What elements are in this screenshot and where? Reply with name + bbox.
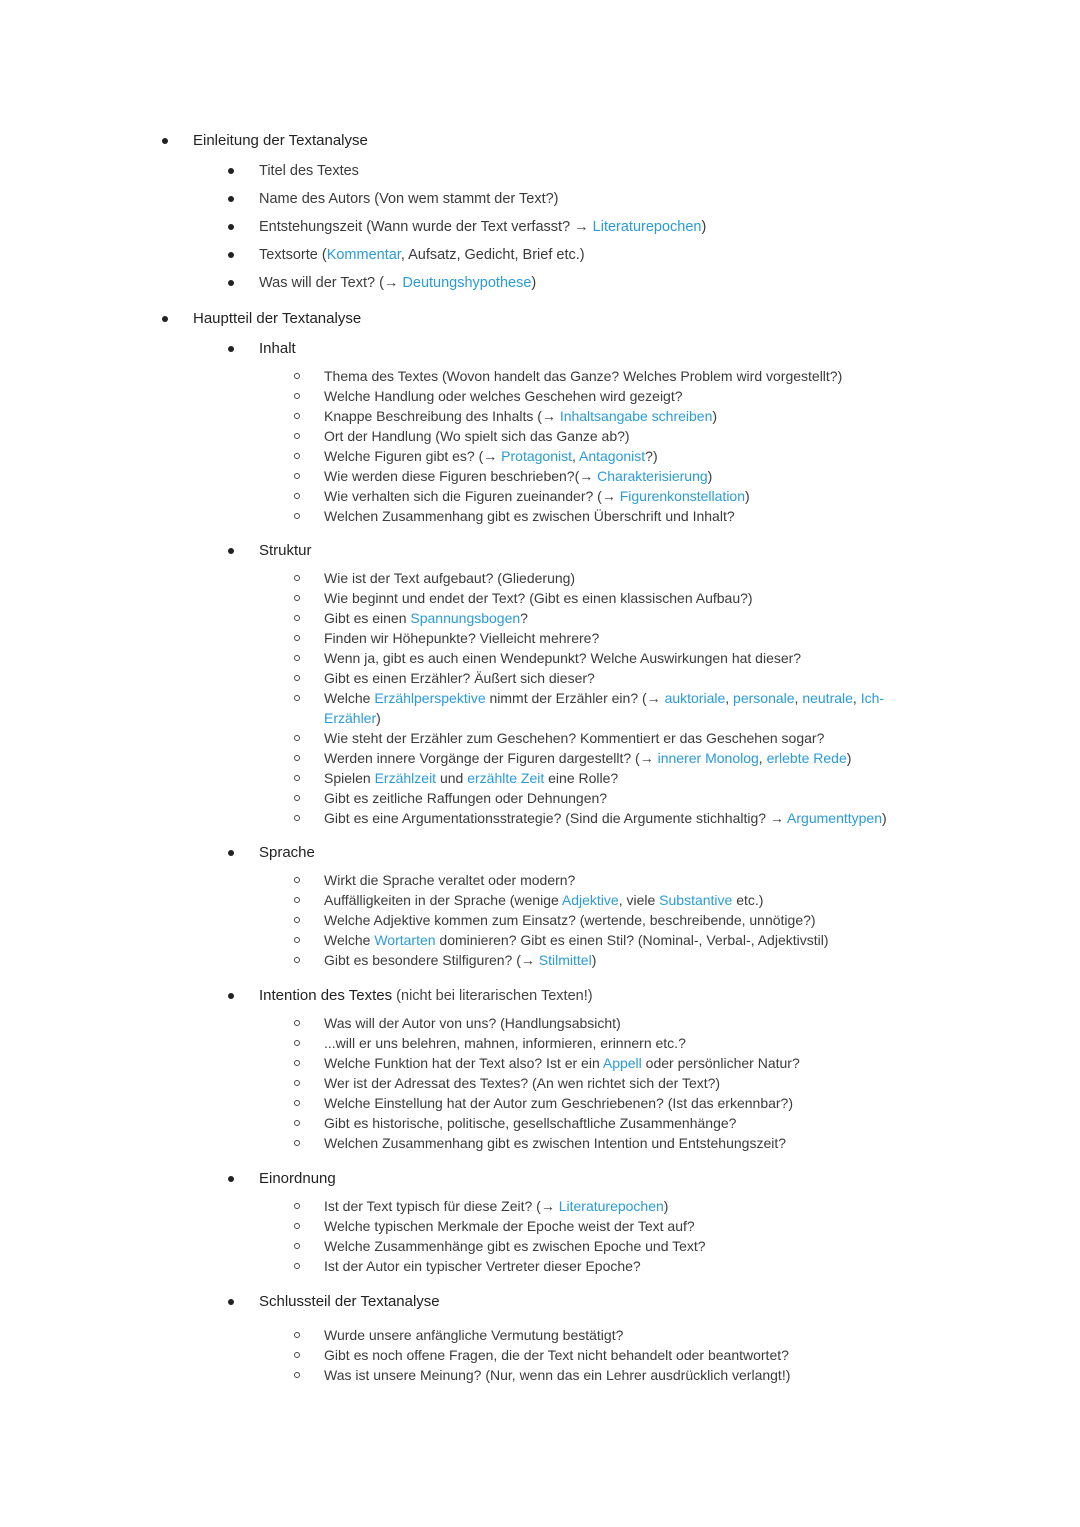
section-title-einleitung: Einleitung der Textanalyse — [193, 132, 368, 149]
text-run: ) — [707, 468, 713, 484]
text-run: ) — [712, 408, 718, 424]
list-item — [324, 768, 618, 788]
text-run: , viele — [618, 892, 660, 908]
text-run: ?) — [645, 448, 658, 464]
text-run: Welche — [324, 690, 375, 706]
list-item — [259, 245, 585, 265]
list-item — [324, 1325, 623, 1345]
text-run: Wie verhalten sich die Figuren zueinander? (→ — [324, 488, 620, 504]
text-run: Was will der Autor von uns? (Handlungsabsicht) — [324, 1015, 621, 1031]
text-link[interactable]: erzählte Zeit — [467, 770, 545, 786]
text-run: Welche Adjektive kommen zum Einsatz? (wertende, beschreibende, unnötige?) — [324, 912, 816, 928]
text-link[interactable]: Substantive — [659, 892, 733, 908]
list-item — [259, 161, 359, 181]
circle-bullet-icon — [294, 595, 300, 601]
subsection-title — [259, 986, 593, 1006]
bullet-icon — [162, 138, 168, 144]
text-link[interactable]: Inhaltsangabe schreiben — [559, 408, 713, 424]
text-link[interactable]: Kommentar — [326, 247, 401, 263]
list-item — [324, 386, 683, 406]
text-run: Ort der Handlung (Wo spielt sich das Ganze ab?) — [324, 428, 630, 444]
bullet-icon — [228, 1176, 234, 1182]
list-item — [259, 217, 706, 237]
subsection-title — [259, 1169, 336, 1189]
text-link[interactable]: Antagonist — [579, 448, 646, 464]
text-run: Gibt es einen — [324, 610, 411, 626]
circle-bullet-icon — [294, 655, 300, 661]
bullet-icon — [228, 280, 234, 286]
text-run: , — [758, 750, 767, 766]
text-run: Ist der Autor ein typischer Vertreter dieser Epoche? — [324, 1258, 641, 1274]
text-run: ) — [846, 750, 852, 766]
circle-bullet-icon — [294, 1100, 300, 1106]
circle-bullet-icon — [294, 735, 300, 741]
subsection-title — [259, 843, 315, 863]
text-link[interactable]: Adjektive — [561, 892, 619, 908]
circle-bullet-icon — [294, 393, 300, 399]
text-run: Werden innere Vorgänge der Figuren dargestellt? (→ — [324, 750, 658, 766]
text-link[interactable]: Spannungsbogen — [410, 610, 521, 626]
text-run: , — [725, 690, 734, 706]
text-link[interactable]: Figurenkonstellation — [619, 488, 745, 504]
text-run: ) — [531, 275, 537, 291]
list-item — [324, 588, 753, 608]
circle-bullet-icon — [294, 1203, 300, 1209]
text-run: Gibt es zeitliche Raffungen oder Dehnungen? — [324, 790, 608, 806]
circle-bullet-icon — [294, 1332, 300, 1338]
text-run: ) — [591, 952, 597, 968]
list-item — [324, 1053, 800, 1073]
circle-bullet-icon — [294, 1372, 300, 1378]
text-run: , — [852, 690, 861, 706]
list-item — [324, 1093, 793, 1113]
circle-bullet-icon — [294, 877, 300, 883]
list-item — [324, 930, 829, 950]
list-item — [324, 728, 824, 748]
list-item — [324, 788, 607, 808]
list-item — [324, 910, 816, 930]
list-item — [324, 1216, 695, 1236]
text-run: Auffälligkeiten in der Sprache (wenige — [324, 892, 562, 908]
circle-bullet-icon — [294, 775, 300, 781]
subsection-title-text: Sprache — [259, 844, 315, 861]
circle-bullet-icon — [294, 675, 300, 681]
subsection-title — [259, 339, 296, 359]
list-item — [324, 1365, 790, 1385]
list-item — [324, 950, 596, 970]
list-item — [324, 1113, 736, 1133]
circle-bullet-icon — [294, 493, 300, 499]
subsection-note: (nicht bei literarischen Texten!) — [392, 988, 593, 1004]
list-item — [324, 1196, 668, 1216]
text-link[interactable]: neutrale — [802, 690, 853, 706]
text-run: Wirkt die Sprache veraltet oder modern? — [324, 872, 576, 888]
circle-bullet-icon — [294, 957, 300, 963]
text-link[interactable]: Literaturepochen — [592, 219, 702, 235]
text-run: ) — [882, 810, 887, 826]
text-run: ...will er uns belehren, mahnen, informieren, erinnern etc.? — [324, 1035, 686, 1051]
text-run: Gibt es historische, politische, gesellschaftliche Zusammenhänge? — [324, 1115, 737, 1131]
circle-bullet-icon — [294, 815, 300, 821]
subsection-title-text: Schlussteil der Textanalyse — [259, 1293, 440, 1310]
subsection-title-text: Struktur — [259, 542, 312, 559]
subsection-title-text: Intention des Textes — [259, 987, 393, 1004]
text-link[interactable]: Charakterisierung — [597, 468, 708, 484]
text-link[interactable]: Erzählperspektive — [374, 690, 486, 706]
text-run: Welche Figuren gibt es? (→ — [324, 448, 502, 464]
circle-bullet-icon — [294, 453, 300, 459]
text-link[interactable]: Erzählzeit — [374, 770, 437, 786]
text-run: Wie steht der Erzähler zum Geschehen? Kommentiert er das Geschehen sogar? — [324, 730, 825, 746]
list-item — [324, 628, 599, 648]
text-run: Welche Funktion hat der Text also? Ist er ein — [324, 1055, 603, 1071]
text-link[interactable]: Ich- — [860, 690, 885, 706]
text-run: Textsorte ( — [259, 247, 327, 263]
circle-bullet-icon — [294, 433, 300, 439]
circle-bullet-icon — [294, 615, 300, 621]
text-link[interactable]: Erzähler — [324, 710, 377, 726]
circle-bullet-icon — [294, 897, 300, 903]
bullet-icon — [228, 993, 234, 999]
circle-bullet-icon — [294, 795, 300, 801]
text-link[interactable]: Stilmittel — [538, 952, 592, 968]
bullet-icon — [228, 850, 234, 856]
text-run: Knappe Beschreibung des Inhalts (→ — [324, 408, 560, 424]
text-run: ? — [520, 610, 528, 626]
text-run: , — [571, 448, 579, 464]
circle-bullet-icon — [294, 513, 300, 519]
text-run: Wenn ja, gibt es auch einen Wendepunkt? Welche Auswirkungen hat dieser? — [324, 650, 802, 666]
list-item — [324, 1073, 720, 1093]
text-run: Welchen Zusammenhang gibt es zwischen Überschrift und Inhalt? — [324, 508, 735, 524]
list-item — [259, 189, 559, 209]
bullet-icon — [228, 168, 234, 174]
text-run: ) — [663, 1198, 669, 1214]
text-run: ) — [376, 710, 381, 726]
text-run: etc.) — [732, 892, 764, 908]
list-item — [324, 1236, 706, 1256]
list-item — [324, 568, 575, 588]
text-run: Wurde unsere anfängliche Vermutung bestätigt? — [324, 1327, 624, 1343]
section-title-hauptteil: Hauptteil der Textanalyse — [193, 310, 362, 327]
circle-bullet-icon — [294, 1352, 300, 1358]
text-run: Wer ist der Adressat des Textes? (An wen richtet sich der Text?) — [324, 1075, 721, 1091]
text-run: Thema des Textes (Wovon handelt das Ganze? Welches Problem wird vorgestellt?) — [324, 368, 843, 384]
list-item — [324, 1345, 789, 1365]
text-run: Gibt es eine Argumentationsstrategie? (Sind die Argumente stichhaltig? → — [324, 810, 788, 826]
text-link[interactable]: Wortarten — [374, 932, 436, 948]
text-link[interactable]: auktoriale — [664, 690, 726, 706]
text-run: dominieren? Gibt es einen Stil? (Nominal-, Verbal-, Adjektivstil) — [435, 932, 829, 948]
circle-bullet-icon — [294, 695, 300, 701]
text-link[interactable]: Protagonist — [501, 448, 572, 464]
circle-bullet-icon — [294, 1243, 300, 1249]
text-run: nimmt der Erzähler ein? (→ — [485, 690, 665, 706]
circle-bullet-icon — [294, 575, 300, 581]
bullet-icon — [228, 346, 234, 352]
text-link[interactable]: erlebte Rede — [766, 750, 847, 766]
list-item — [324, 1133, 786, 1153]
text-run: Entstehungszeit (Wann wurde der Text verfasst? → — [259, 219, 593, 235]
subsection-title — [259, 541, 312, 561]
text-run: Welche Handlung oder welches Geschehen wird gezeigt? — [324, 388, 683, 404]
text-run: eine Rolle? — [544, 770, 619, 786]
text-link[interactable]: Literaturepochen — [558, 1198, 664, 1214]
text-run: Spielen — [324, 770, 375, 786]
text-run: Finden wir Höhepunkte? Vielleicht mehrere? — [324, 630, 600, 646]
list-item — [324, 366, 842, 386]
subsection-title — [259, 1292, 440, 1312]
text-run: ) — [701, 219, 707, 235]
text-run: Gibt es besondere Stilfiguren? (→ — [324, 952, 539, 968]
bullet-icon — [228, 196, 234, 202]
circle-bullet-icon — [294, 1140, 300, 1146]
circle-bullet-icon — [294, 1080, 300, 1086]
list-item — [324, 406, 717, 426]
list-item — [324, 668, 595, 688]
bullet-icon — [228, 548, 234, 554]
bullet-icon — [228, 224, 234, 230]
text-run: Welchen Zusammenhang gibt es zwischen Intention und Entstehungszeit? — [324, 1135, 787, 1151]
list-item — [324, 1013, 621, 1033]
list-item — [324, 466, 712, 486]
text-link[interactable]: Deutungshypothese — [402, 275, 532, 291]
text-link[interactable]: Argumenttypen — [787, 810, 882, 826]
text-run: oder persönlicher Natur? — [641, 1055, 800, 1071]
list-item — [259, 273, 536, 293]
subsection-title-text: Einordnung — [259, 1170, 336, 1187]
text-run: Welche typischen Merkmale der Epoche weist der Text auf? — [324, 1218, 695, 1234]
text-run: Ist der Text typisch für diese Zeit? (→ — [324, 1198, 559, 1214]
text-run: Welche — [324, 932, 375, 948]
list-item — [324, 890, 763, 910]
list-item — [324, 608, 528, 628]
subsection-title-text: Inhalt — [259, 340, 296, 357]
text-run: Gibt es noch offene Fragen, die der Text nicht behandelt oder beantwortet? — [324, 1347, 789, 1363]
list-item-continuation — [324, 708, 381, 728]
text-run: Titel des Textes — [259, 163, 359, 179]
text-link[interactable]: personale — [733, 690, 795, 706]
text-run: Welche Zusammenhänge gibt es zwischen Epoche und Text? — [324, 1238, 706, 1254]
circle-bullet-icon — [294, 1060, 300, 1066]
text-run: Was ist unsere Meinung? (Nur, wenn das ein Lehrer ausdrücklich verlangt!) — [324, 1367, 791, 1383]
list-item — [324, 808, 887, 828]
bullet-icon — [162, 316, 168, 322]
list-item — [324, 648, 801, 668]
list-item — [324, 426, 630, 446]
list-item — [324, 748, 851, 768]
text-link[interactable]: Appell — [602, 1055, 642, 1071]
text-run: Wie ist der Text aufgebaut? (Gliederung) — [324, 570, 576, 586]
list-item — [324, 1256, 641, 1276]
list-item — [324, 446, 658, 466]
text-run: Wie beginnt und endet der Text? (Gibt es einen klassischen Aufbau?) — [324, 590, 753, 606]
circle-bullet-icon — [294, 937, 300, 943]
text-run: ) — [745, 488, 750, 504]
circle-bullet-icon — [294, 373, 300, 379]
text-run: Was will der Text? (→ — [259, 275, 403, 291]
list-item — [324, 486, 750, 506]
circle-bullet-icon — [294, 1223, 300, 1229]
text-run: , — [794, 690, 803, 706]
list-item — [324, 506, 735, 526]
text-run: Wie werden diese Figuren beschrieben?(→ — [324, 468, 598, 484]
list-item — [324, 688, 884, 708]
list-item — [324, 870, 575, 890]
circle-bullet-icon — [294, 635, 300, 641]
circle-bullet-icon — [294, 473, 300, 479]
list-item — [324, 1033, 686, 1053]
text-run: Welche Einstellung hat der Autor zum Geschriebenen? (Ist das erkennbar?) — [324, 1095, 793, 1111]
text-run: Gibt es einen Erzähler? Äußert sich dieser? — [324, 670, 595, 686]
circle-bullet-icon — [294, 1040, 300, 1046]
bullet-icon — [228, 1299, 234, 1305]
circle-bullet-icon — [294, 1020, 300, 1026]
circle-bullet-icon — [294, 1120, 300, 1126]
text-run: Name des Autors (Von wem stammt der Text?) — [259, 191, 559, 207]
bullet-icon — [228, 252, 234, 258]
text-run: und — [436, 770, 468, 786]
text-link[interactable]: innerer Monolog — [657, 750, 759, 766]
circle-bullet-icon — [294, 755, 300, 761]
circle-bullet-icon — [294, 917, 300, 923]
text-run: , Aufsatz, Gedicht, Brief etc.) — [400, 247, 585, 263]
circle-bullet-icon — [294, 413, 300, 419]
circle-bullet-icon — [294, 1263, 300, 1269]
